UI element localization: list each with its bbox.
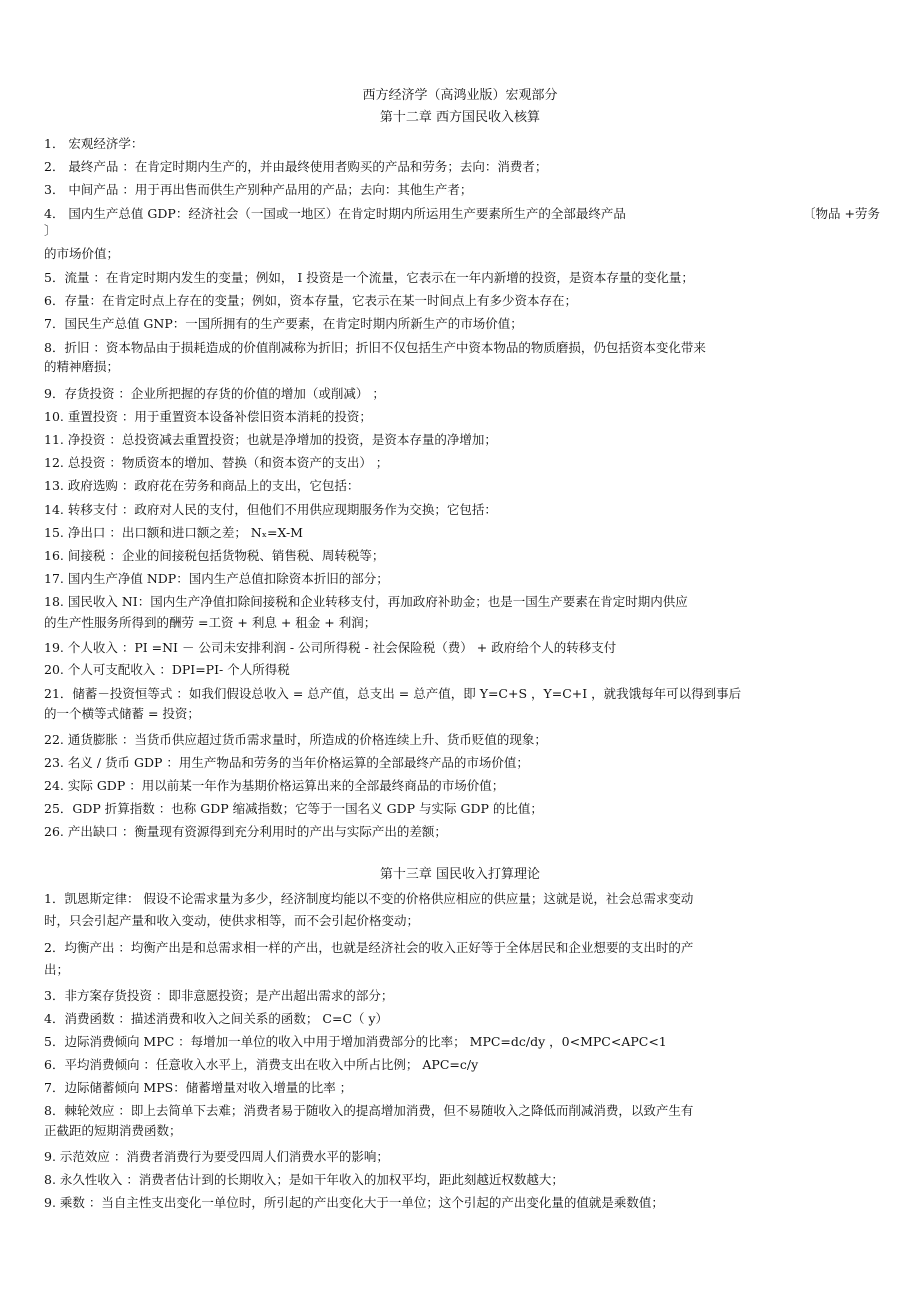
ch12-item-5: 5．流量 ：在肯定时期内发生的变量；例如， I 投资是一个流量，它表示在一年内新增的投资，是资本存量的变化量； xyxy=(44,270,694,285)
ch12-item-8: 8．折旧 ：资本物品由于损耗造成的价值削减称为折旧；折旧不仅包括生产中资本物品的物质磨损，仍包括资本变化带来 xyxy=(44,340,706,355)
ch12-item-15: 15. 净出口 ：出口额和进口额之差； Nₓ=X-M xyxy=(44,525,303,540)
ch13-item-3: 3．非方案存货投资 ：即非意愿投资；是产出超出需求的部分； xyxy=(44,988,394,1003)
ch12-item-3: 3． 中间产品 ：用于再出售而供生产别种产品用的产品；去向：其他生产者； xyxy=(44,182,473,197)
ch12-item-18-cont: 的生产性服务所得到的酬劳 =工资 + 利息 + 租金 + 利润； xyxy=(44,615,377,630)
ch12-item-21: 21．储蓄－投资恒等式 ：如我们假设总收入 = 总产值，总支出 = 总产值，即 Y=C+S ，Y=C+I ，就我饿每年可以得到事后 xyxy=(44,686,742,701)
ch12-item-24: 24. 实际 GDP ：用以前某一年作为基期价格运算出来的全部最终商品的市场价值； xyxy=(44,778,505,793)
ch12-item-4: 4． 国内生产总值 GDP：经济社会（一国或一地区）在肯定时期内所运用生产要素所生产的全部最终产品 xyxy=(44,206,626,221)
ch12-item-20: 20. 个人可支配收入 ：DPI=PI- 个人所得税 xyxy=(44,662,290,677)
ch12-item-4-close: 〕 xyxy=(44,223,57,238)
ch13-item-1-cont: 时，只会引起产量和收入变动，使供求相等，而不会引起价格变动； xyxy=(44,913,420,928)
ch12-item-9: 9．存货投资 ：企业所把握的存货的价值的增加（或削减） ； xyxy=(44,386,385,401)
ch12-item-8-cont: 的精神磨损； xyxy=(44,359,120,374)
ch12-item-26: 26. 产出缺口 ：衡量现有资源得到充分利用时的产出与实际产出的差额； xyxy=(44,824,447,839)
chapter-12-title: 第十二章 西方国民收入核算 xyxy=(379,110,541,125)
ch12-item-4-bracket: 〔物品 +劳务 xyxy=(803,206,880,221)
ch12-item-21-cont: 的一个横等式储蓄 = 投资； xyxy=(44,706,200,721)
ch13-item-9b: 9. 乘数 ：当自主性支出变化一单位时，所引起的产出变化大于一单位；这个引起的产出变化量的值就是乘数值； xyxy=(44,1195,664,1210)
ch13-item-8-cont: 正截距的短期消费函数； xyxy=(44,1123,182,1138)
ch12-item-4-cont: 的市场价值； xyxy=(44,246,120,261)
ch12-item-25: 25．GDP 折算指数 ：也称 GDP 缩减指数；它等于一国名义 GDP 与实际 GDP 的比值； xyxy=(44,801,543,816)
ch12-item-12: 12. 总投资 ：物质资本的增加、替换（和资本资产的支出） ； xyxy=(44,455,389,470)
ch12-item-22: 22. 通货膨胀 ：当货币供应超过货币需求量时，所造成的价格连续上升、货币贬值的现象； xyxy=(44,732,547,747)
ch13-item-8: 8．棘轮效应 ：即上去简单下去难；消费者易于随收入的提高增加消费，但不易随收入之降低而削减消费，以致产生有 xyxy=(44,1103,694,1118)
ch12-item-13: 13. 政府选购 ：政府花在劳务和商品上的支出，它包括： xyxy=(44,478,360,493)
ch12-item-18: 18. 国民收入 NI：国内生产净值扣除间接税和企业转移支付，再加政府补助金；也是一国生产要素在肯定时期内供应 xyxy=(44,594,688,609)
ch12-item-2: 2． 最终产品 ：在肯定时期内生产的，并由最终使用者购买的产品和劳务；去向：消费者； xyxy=(44,159,548,174)
chapter-13-title: 第十三章 国民收入打算理论 xyxy=(379,867,541,882)
ch13-item-6: 6．平均消费倾向 ：任意收入水平上，消费支出在收入中所占比例； APC=c/y xyxy=(44,1057,479,1072)
ch12-item-6: 6．存量：在肯定时点上存在的变量；例如，资本存量，它表示在某一时间点上有多少资本存在； xyxy=(44,293,577,308)
ch12-item-10: 10. 重置投资 ：用于重置资本设备补偿旧资本消耗的投资； xyxy=(44,409,372,424)
ch13-item-9: 9. 示范效应 ：消费者消费行为要受四周人们消费水平的影响； xyxy=(44,1149,389,1164)
ch13-item-2-cont: 出； xyxy=(44,962,70,977)
ch12-item-19: 19. 个人收入 ：PI =NI － 公司未安排利润 - 公司所得税 - 社会保险税（费） + 政府给个人的转移支付 xyxy=(44,640,617,655)
ch12-item-7: 7．国民生产总值 GNP：一国所拥有的生产要素，在肯定时期内所新生产的市场价值； xyxy=(44,316,523,331)
ch12-item-17: 17. 国内生产净值 NDP：国内生产总值扣除资本折旧的部分； xyxy=(44,571,389,586)
ch13-item-2: 2．均衡产出 ：均衡产出是和总需求相一样的产出，也就是经济社会的收入正好等于全体居民和企业想要的支出时的产 xyxy=(44,940,694,955)
ch12-item-23: 23. 名义 / 货币 GDP ：用生产物品和劳务的当年价格运算的全部最终产品的市场价值； xyxy=(44,755,529,770)
ch13-item-8b: 8. 永久性收入 ：消费者估计到的长期收入；是如干年收入的加权平均，距此刻越近权数越大； xyxy=(44,1172,564,1187)
ch12-item-1: 1． 宏观经济学： xyxy=(44,136,144,151)
ch12-item-11: 11. 净投资 ：总投资减去重置投资；也就是净增加的投资，是资本存量的净增加； xyxy=(44,432,497,447)
ch13-item-7: 7．边际储蓄倾向 MPS：储蓄增量对收入增量的比率 ； xyxy=(44,1080,353,1095)
ch13-item-1: 1．凯恩斯定律： 假设不论需求量为多少，经济制度均能以不变的价格供应相应的供应量；这就是说，社会总需求变动 xyxy=(44,891,694,906)
document-title: 西方经济学（高鸿业版）宏观部分 xyxy=(362,88,558,103)
ch12-item-16: 16. 间接税 ：企业的间接税包括货物税、销售税、周转税等； xyxy=(44,548,385,563)
ch12-item-14: 14. 转移支付 ：政府对人民的支付，但他们不用供应现期服务作为交换；它包括： xyxy=(44,502,497,517)
ch13-item-4: 4．消费函数 ：描述消费和收入之间关系的函数； C=C（ y） xyxy=(44,1011,389,1026)
ch13-item-5: 5．边际消费倾向 MPC ：每增加一单位的收入中用于增加消费部分的比率； MPC=dc/dy ，0<MPC<APC<1 xyxy=(44,1034,667,1049)
